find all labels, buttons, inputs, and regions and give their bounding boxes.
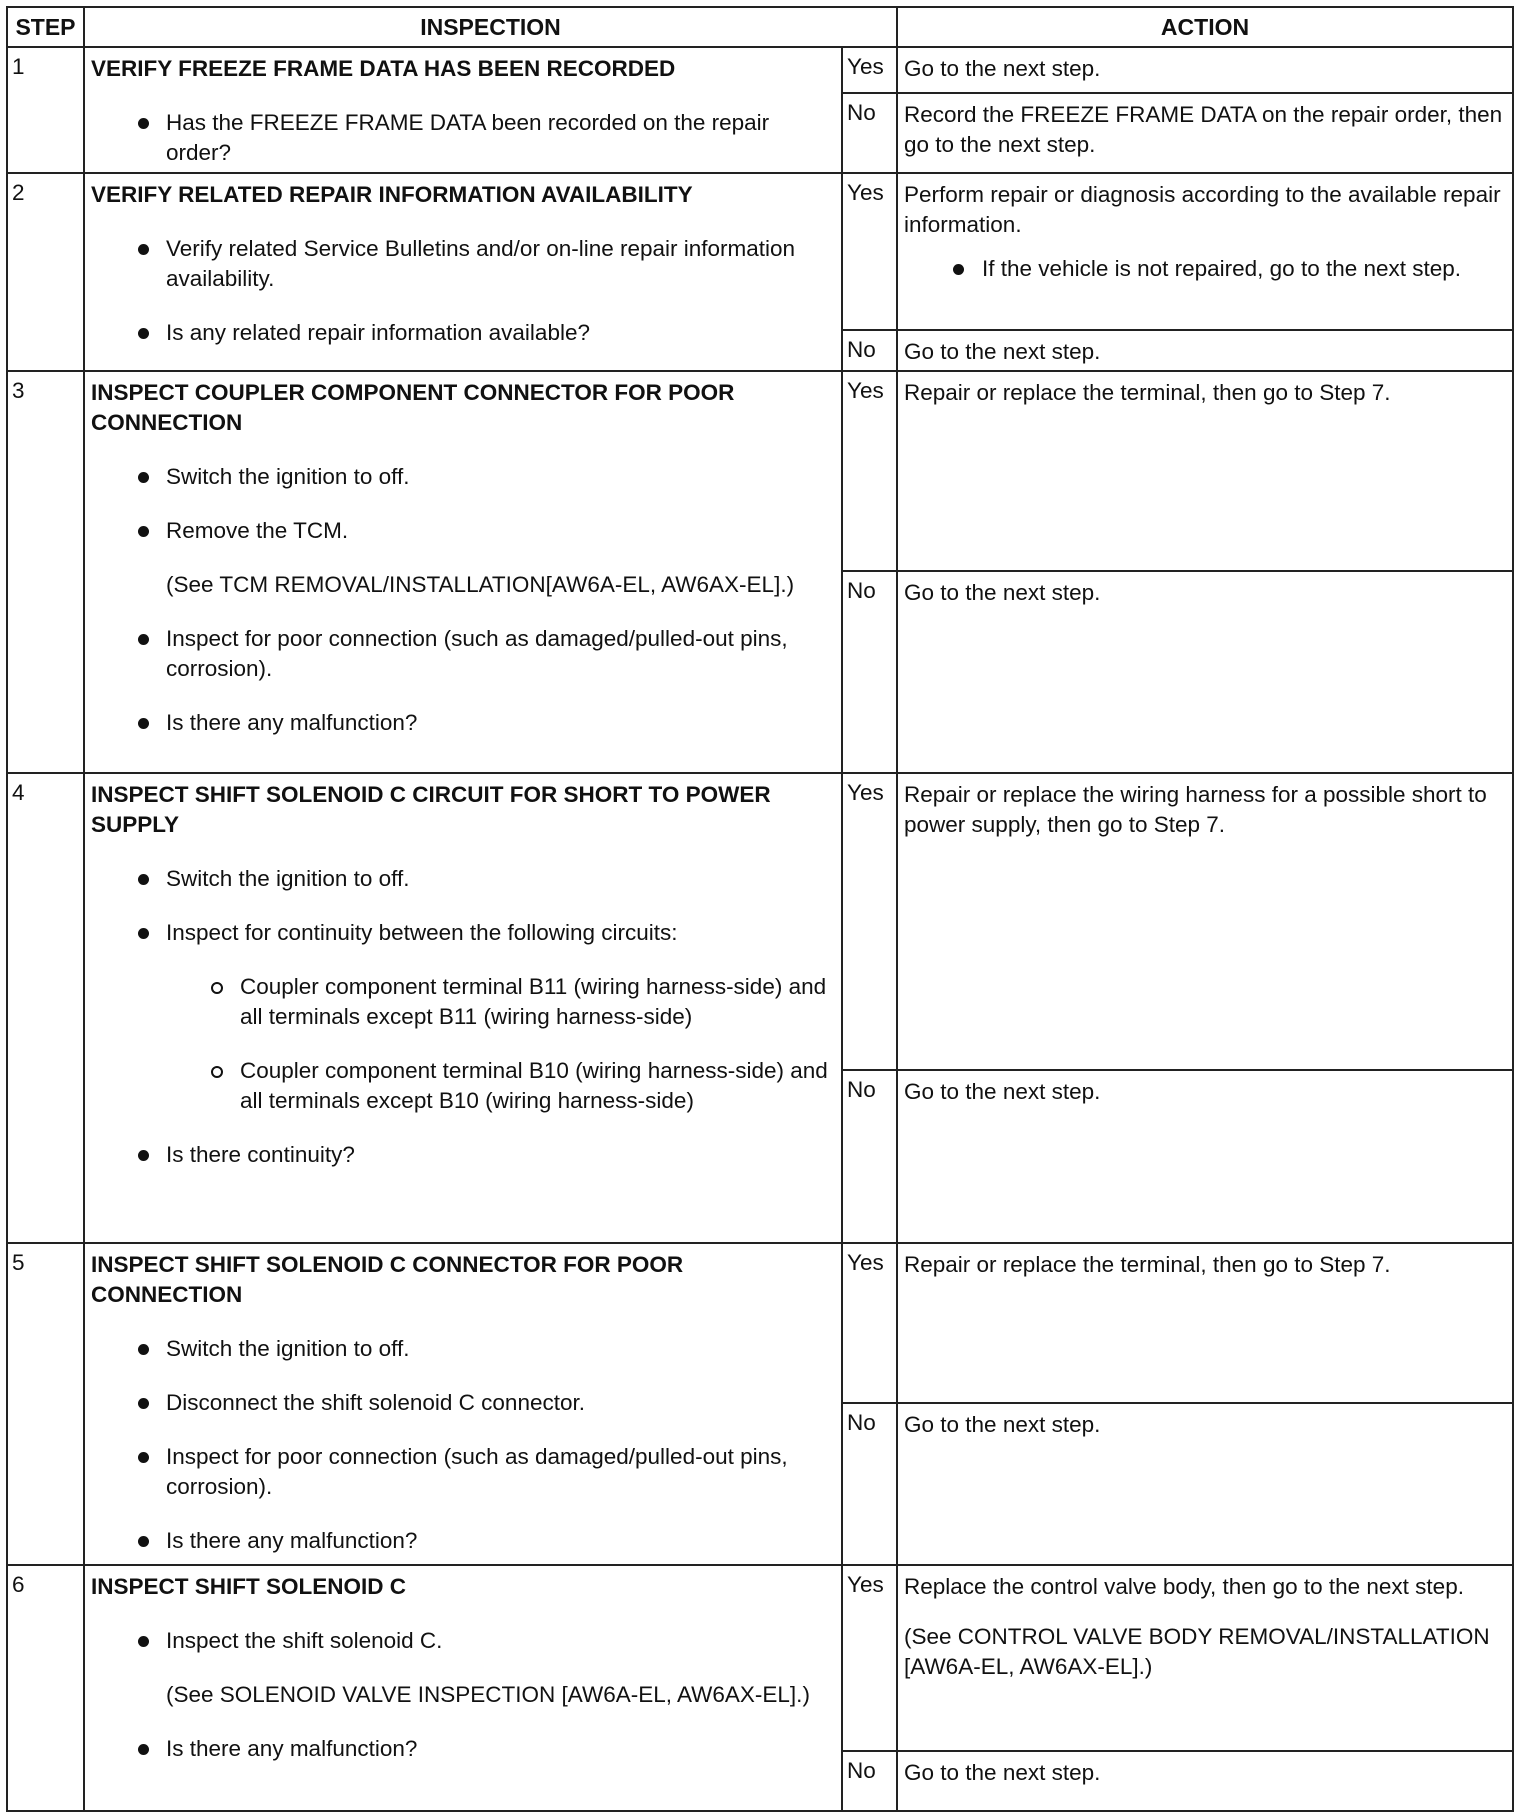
step-1-inspection [84, 47, 842, 173]
inspection-subitem: Coupler component terminal B10 (wiring harness-side) and all terminals except B10 (wiring harness-side) [91, 1056, 831, 1116]
no-label: No [842, 330, 897, 371]
no-label: No [842, 93, 897, 173]
header-step: STEP [7, 7, 84, 47]
yes-action: Repair or replace the wiring harness for a possible short to power supply, then go to Step 7. [897, 773, 1513, 1070]
step-title: VERIFY RELATED REPAIR INFORMATION AVAILABILITY [91, 182, 693, 207]
reference-text: (See SOLENOID VALVE INSPECTION [AW6A-EL, AW6AX-EL].) [166, 1682, 810, 1707]
no-label: No [842, 1403, 897, 1565]
step-number: 1 [7, 47, 84, 173]
inspection-item: Inspect for poor connection (such as damaged/pulled-out pins, corrosion). [91, 624, 831, 684]
no-action: Go to the next step. [897, 1751, 1513, 1811]
step-number: 4 [7, 773, 84, 1243]
inspection-item: Switch the ignition to off. [91, 1334, 831, 1364]
inspection-item: Inspect the shift solenoid C. [91, 1626, 831, 1656]
inspection-item: Is any related repair information available? [91, 318, 831, 348]
no-action: Go to the next step. [897, 330, 1513, 371]
step-title: INSPECT SHIFT SOLENOID C [91, 1574, 407, 1599]
inspection-item: Inspect for poor connection (such as damaged/pulled-out pins, corrosion). [91, 1442, 831, 1502]
step-2-yes-row [7, 173, 1513, 330]
inspection-item: Is there any malfunction? [91, 1734, 831, 1764]
action-bullet: If the vehicle is not repaired, go to the next step. [904, 254, 1504, 284]
reference-text: (See TCM REMOVAL/INSTALLATION[AW6A-EL, AW6AX-EL].) [166, 572, 795, 597]
yes-action-cell [897, 1565, 1513, 1751]
step-4-yes-row [7, 773, 1513, 1070]
step-3-inspection [84, 371, 842, 773]
yes-label: Yes [842, 47, 897, 93]
step-5-inspection [84, 1243, 842, 1565]
step-6-yes-row [7, 1565, 1513, 1751]
yes-action: Go to the next step. [897, 47, 1513, 93]
inspection-subitem: Coupler component terminal B11 (wiring harness-side) and all terminals except B11 (wiring harness-side) [91, 972, 831, 1032]
step-title: INSPECT COUPLER COMPONENT CONNECTOR FOR POOR CONNECTION [91, 380, 735, 435]
inspection-item: Remove the TCM. [91, 516, 831, 546]
step-5-yes-row [7, 1243, 1513, 1403]
no-action: Go to the next step. [897, 1070, 1513, 1243]
yes-label: Yes [842, 1565, 897, 1751]
diagnostic-table [6, 6, 1514, 1812]
inspection-item: Switch the ignition to off. [91, 462, 831, 492]
no-label: No [842, 1070, 897, 1243]
no-action: Record the FREEZE FRAME DATA on the repair order, then go to the next step. [897, 93, 1513, 173]
step-3-yes-row [7, 371, 1513, 571]
step-number: 2 [7, 173, 84, 371]
yes-action: Perform repair or diagnosis according to the available repair information. [904, 182, 1501, 237]
header-row [7, 7, 1513, 47]
inspection-item: Verify related Service Bulletins and/or on-line repair information availability. [91, 234, 831, 294]
inspection-item: Is there any malfunction? [91, 708, 831, 738]
header-action: ACTION [897, 7, 1513, 47]
reference-text: (See CONTROL VALVE BODY REMOVAL/INSTALLATION [AW6A-EL, AW6AX-EL].) [904, 1624, 1490, 1679]
no-action: Go to the next step. [897, 571, 1513, 773]
step-number: 6 [7, 1565, 84, 1811]
diagnostic-procedure-sheet [6, 6, 1512, 1812]
yes-action-cell [897, 173, 1513, 330]
inspection-item: Switch the ignition to off. [91, 864, 831, 894]
step-title: INSPECT SHIFT SOLENOID C CONNECTOR FOR POOR CONNECTION [91, 1252, 684, 1307]
header-inspection: INSPECTION [84, 7, 897, 47]
yes-label: Yes [842, 371, 897, 571]
step-number: 3 [7, 371, 84, 773]
yes-action: Replace the control valve body, then go to the next step. [904, 1574, 1464, 1599]
step-6-inspection [84, 1565, 842, 1811]
step-title: INSPECT SHIFT SOLENOID C CIRCUIT FOR SHORT TO POWER SUPPLY [91, 782, 771, 837]
step-1-yes-row [7, 47, 1513, 93]
step-4-inspection [84, 773, 842, 1243]
inspection-item: Inspect for continuity between the following circuits: [91, 918, 831, 948]
yes-action: Repair or replace the terminal, then go to Step 7. [897, 1243, 1513, 1403]
no-action: Go to the next step. [897, 1403, 1513, 1565]
inspection-item: Is there continuity? [91, 1140, 831, 1170]
step-title: VERIFY FREEZE FRAME DATA HAS BEEN RECORDED [91, 56, 676, 81]
inspection-item: Has the FREEZE FRAME DATA been recorded on the repair order? [91, 108, 831, 168]
inspection-item: Disconnect the shift solenoid C connector. [91, 1388, 831, 1418]
step-2-inspection [84, 173, 842, 371]
yes-label: Yes [842, 173, 897, 330]
no-label: No [842, 1751, 897, 1811]
step-number: 5 [7, 1243, 84, 1565]
yes-label: Yes [842, 1243, 897, 1403]
inspection-item: Is there any malfunction? [91, 1526, 831, 1556]
no-label: No [842, 571, 897, 773]
yes-label: Yes [842, 773, 897, 1070]
yes-action: Repair or replace the terminal, then go to Step 7. [897, 371, 1513, 571]
